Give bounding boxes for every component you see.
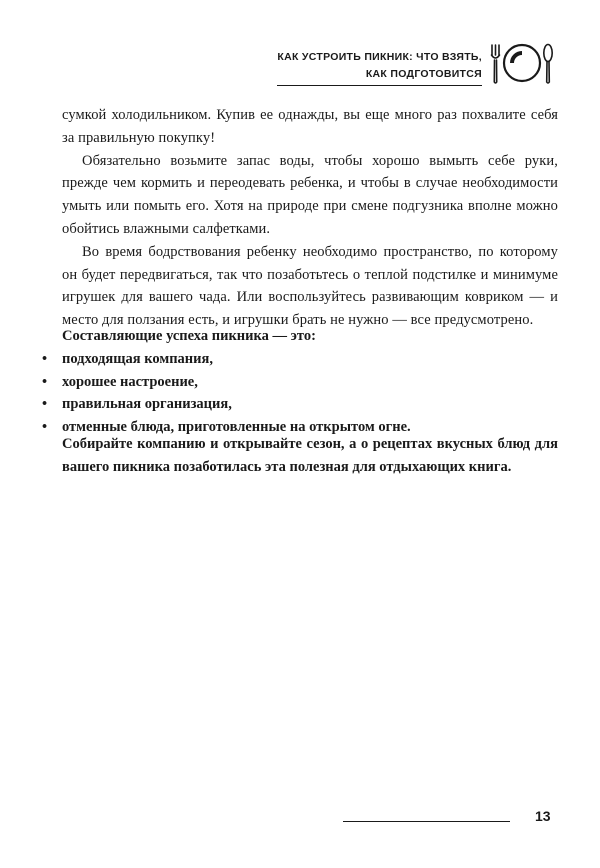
footer-rule (343, 821, 510, 822)
success-section (42, 325, 542, 439)
list-item (42, 371, 542, 394)
list-item (42, 348, 542, 371)
body-text (62, 104, 558, 332)
running-header (0, 40, 600, 90)
header-title-line-2: КАК ПОДГОТОВИТСЯ (277, 66, 482, 86)
list-item-text: правильная организация, (62, 396, 232, 413)
bullet-marker: • (42, 350, 48, 367)
header-title-line-1: КАК УСТРОИТЬ ПИКНИК: ЧТО ВЗЯТЬ, (277, 51, 482, 63)
bullet-marker: • (42, 373, 48, 390)
closing-paragraph: Собирайте компанию и открывайте сезон, а о рецептах вкусных блюд для вашего пикника позаботилась эта полезная для отдыхающих книга. (62, 436, 558, 475)
fork-icon (492, 45, 500, 83)
plate-icon (504, 45, 540, 81)
spoon-icon (544, 45, 552, 84)
paragraph-continued: сумкой холодильником. Купив ее однажды, вы еще много раз похвалите себя за правильную покупку! (62, 107, 558, 146)
success-list (42, 348, 542, 439)
list-item-text: хорошее настроение, (62, 373, 198, 390)
plate-cutlery-icon (488, 42, 558, 86)
bullet-marker: • (42, 396, 48, 413)
paragraph-play-space: Во время бодрствования ребенку необходимо пространство, по которому он будет передвигаться, так что позаботьтесь о теплой подстилке и минимуме игрушек для вашего чада. Или воспользуйтесь развивающим ковриком — и место для ползания есть, и игрушки брать не нужно — все предусмотрено. (62, 243, 558, 329)
list-item-text: отменные блюда, приготовленные на открытом огне. (62, 419, 411, 436)
success-heading: Составляющие успеха пикника — это: (62, 328, 316, 344)
running-header-title (277, 49, 482, 86)
page-number: 13 (535, 808, 551, 824)
list-item-text: подходящая компания, (62, 350, 213, 367)
list-item (42, 393, 542, 416)
bullet-marker: • (42, 419, 48, 436)
paragraph-water: Обязательно возьмите запас воды, чтобы хорошо вымыть себе руки, прежде чем кормить и переодевать ребенка, и чтобы в случае необходимости умыть или помыть его. Хотя на природе при смене подгузника вполне можно обойтись влажными салфетками. (62, 152, 558, 237)
